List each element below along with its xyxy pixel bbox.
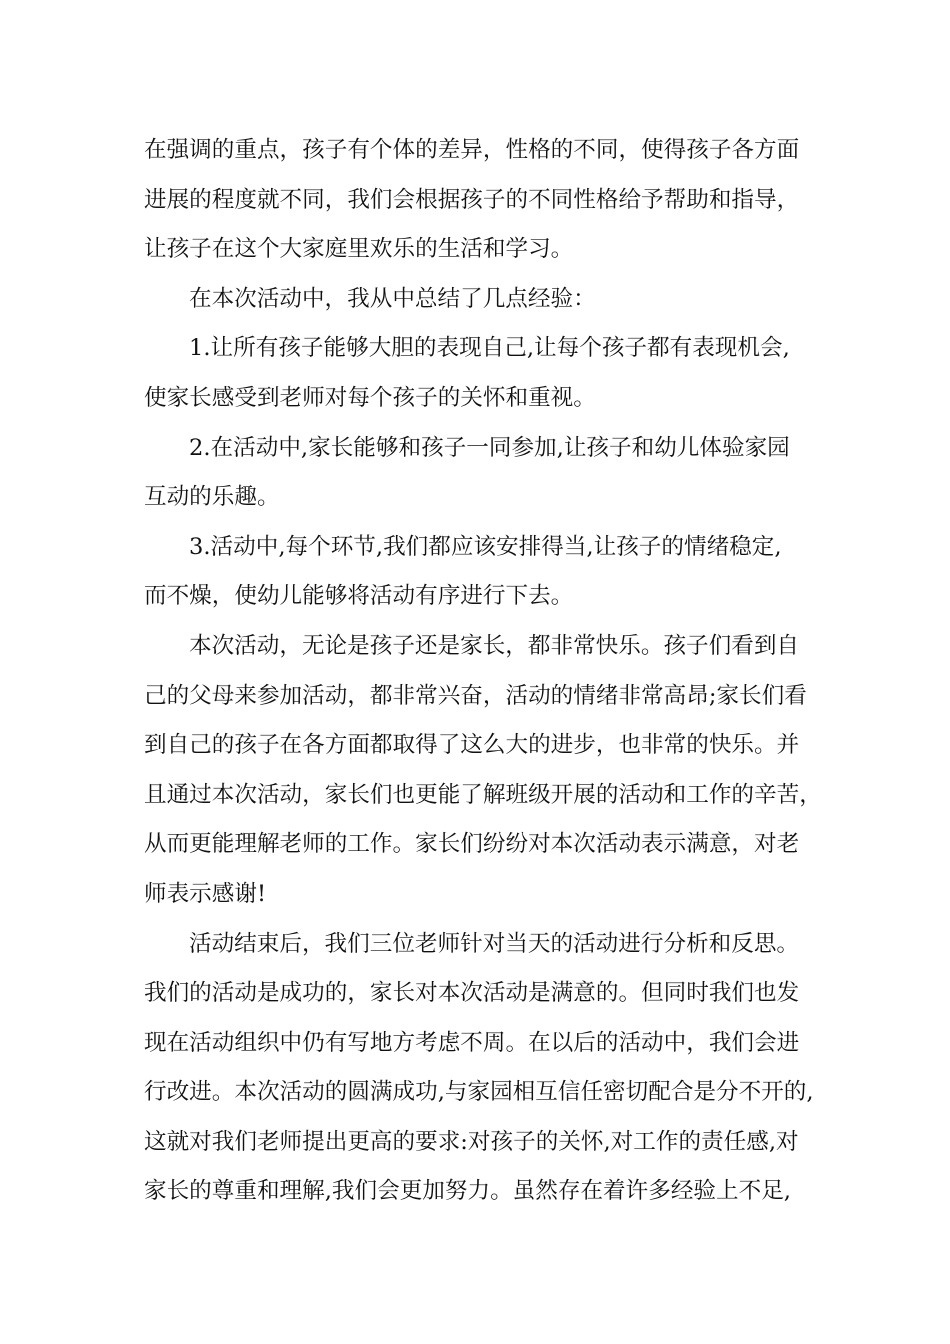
text-line-2: 进展的程度就不同，我们会根据孩子的不同性格给予帮助和指导， (144, 186, 800, 213)
document-body (144, 126, 834, 1217)
text-line-15: 从而更能理解老师的工作。家长们纷纷对本次活动表示满意，对老 (144, 831, 800, 858)
text-line-18: 我们的活动是成功的，家长对本次活动是满意的。但同时我们也发 (144, 980, 800, 1007)
text-line-22: 家长的尊重和理解,我们会更加努力。虽然存在着许多经验上不足, (144, 1178, 791, 1205)
text-line-21: 这就对我们老师提出更高的要求:对孩子的关怀,对工作的责任感,对 (144, 1128, 799, 1155)
text-line-4: 在本次活动中，我从中总结了几点经验： (189, 285, 596, 312)
text-line-20: 行改进。本次活动的圆满成功,与家园相互信任密切配合是分不开的, (144, 1079, 814, 1106)
text-line-16: 师表示感谢! (144, 880, 267, 907)
text-line-17: 活动结束后，我们三位老师针对当天的活动进行分析和反思。 (189, 930, 800, 957)
text-line-12: 己的父母来参加活动，都非常兴奋，活动的情绪非常高昂;家长们看 (144, 682, 807, 709)
text-line-19: 现在活动组织中仍有写地方考虑不周。在以后的活动中，我们会进 (144, 1029, 800, 1056)
text-line-5: 1.让所有孩子能够大胆的表现自己,让每个孩子都有表现机会, (189, 335, 790, 362)
text-line-6: 使家长感受到老师对每个孩子的关怀和重视。 (144, 384, 596, 411)
text-line-13: 到自己的孩子在各方面都取得了这么大的进步，也非常的快乐。并 (144, 732, 800, 759)
text-line-1: 在强调的重点，孩子有个体的差异，性格的不同，使得孩子各方面 (144, 137, 800, 163)
text-line-10: 而不燥，使幼儿能够将活动有序进行下去。 (144, 583, 574, 610)
text-line-9: 3.活动中,每个环节,我们都应该安排得当,让孩子的情绪稳定, (189, 533, 782, 560)
text-line-8: 互动的乐趣。 (144, 484, 280, 511)
text-line-7: 2.在活动中,家长能够和孩子一同参加,让孩子和幼儿体验家园 (189, 434, 790, 461)
text-line-11: 本次活动，无论是孩子还是家长，都非常快乐。孩子们看到自 (189, 632, 800, 659)
text-line-14: 且通过本次活动，家长们也更能了解班级开展的活动和工作的辛苦， (144, 781, 822, 808)
text-line-3: 让孩子在这个大家庭里欢乐的生活和学习。 (144, 236, 574, 263)
